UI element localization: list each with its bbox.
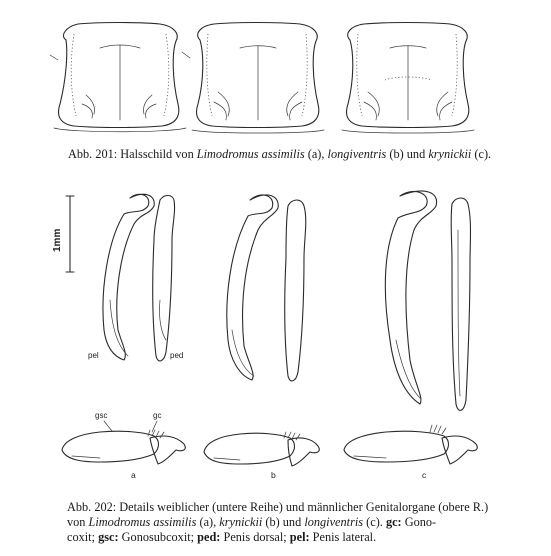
caption-202-ped-abbr: ped: xyxy=(197,530,221,544)
female-genitalia-b xyxy=(204,432,319,466)
label-ped: ped xyxy=(170,351,184,360)
caption-201-label-c: (c). xyxy=(474,147,492,161)
caption-201-number: Abb. 201: xyxy=(68,147,118,161)
label-b: b xyxy=(271,470,276,480)
figure-201-caption xyxy=(68,147,538,162)
label-a: a xyxy=(131,470,136,480)
caption-202-species-a: Limodromus assimilis xyxy=(88,515,197,529)
penis-lateral-c xyxy=(385,191,436,404)
caption-202-gc-def2: coxit; xyxy=(67,530,96,544)
pronotum-c xyxy=(342,23,474,134)
caption-201-species-b: longiventris xyxy=(327,147,387,161)
caption-202-label-b: (b) und xyxy=(265,515,302,529)
female-genitalia-a xyxy=(62,430,185,464)
scale-bar-label: 1mm xyxy=(52,228,63,252)
caption-202-line-3 xyxy=(67,530,542,545)
penis-dorsal-c xyxy=(451,198,470,410)
caption-202-label-c: (c). xyxy=(366,515,383,529)
caption-202-line-2 xyxy=(67,515,542,530)
caption-202-label-a: (a), xyxy=(199,515,217,529)
caption-201-text: Halsschild von xyxy=(120,147,194,161)
penis-dorsal-a xyxy=(153,196,175,361)
caption-202-von: von xyxy=(67,515,86,529)
penis-lateral-a xyxy=(103,194,154,360)
caption-202-species-c: longiventris xyxy=(304,515,364,529)
caption-201-label-b: (b) und xyxy=(389,147,426,161)
penis-lateral-b xyxy=(227,195,278,380)
caption-202-gsc-def: Gonosubcoxit; xyxy=(121,530,195,544)
label-c: c xyxy=(422,470,427,480)
label-gc: gc xyxy=(153,411,162,420)
caption-201-label-a: (a), xyxy=(307,147,325,161)
caption-202-gsc-abbr: gsc: xyxy=(98,530,119,544)
caption-202-pel-abbr: pel: xyxy=(289,530,310,544)
caption-201-species-a: Limodromus assimilis xyxy=(196,147,305,161)
caption-202-species-b: krynickii xyxy=(219,515,263,529)
caption-202-number: Abb. 202: xyxy=(67,500,117,514)
caption-202-line1-text: Details weiblicher (untere Reihe) und männlicher Genitalorgane (obere R.) xyxy=(119,500,489,514)
label-gsc: gsc xyxy=(95,411,108,420)
caption-202-gc-def: Gono- xyxy=(404,515,437,529)
caption-201-species-c: krynickii xyxy=(428,147,472,161)
caption-202-ped-def: Penis dorsal; xyxy=(223,530,287,544)
label-pel: pel xyxy=(88,351,99,360)
pronotum-b xyxy=(192,23,324,134)
pronotum-a xyxy=(50,23,190,132)
female-genitalia-c xyxy=(344,425,477,464)
figure-202-caption xyxy=(67,500,542,545)
caption-202-gc-abbr: gc: xyxy=(385,515,402,529)
scale-bar xyxy=(52,196,74,272)
caption-202-pel-def: Penis lateral. xyxy=(312,530,377,544)
caption-202-line-1 xyxy=(67,500,542,515)
penis-dorsal-b xyxy=(285,200,306,381)
